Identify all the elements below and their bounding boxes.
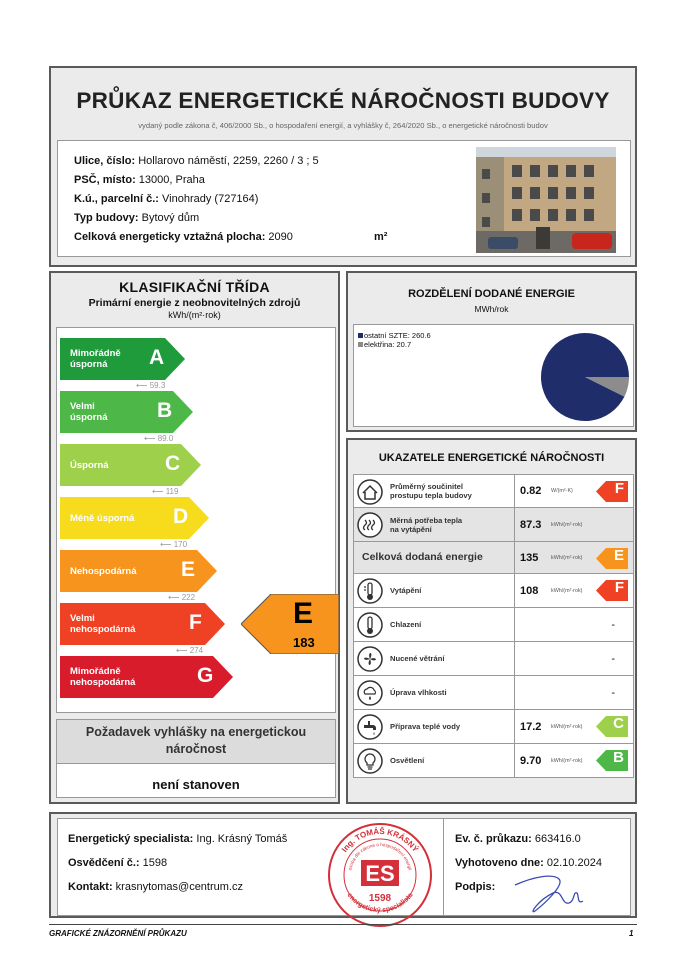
issue-date: 02.10.2024	[546, 857, 602, 869]
document-subtitle: vydaný podle zákona č, 406/2000 Sb., o hospodaření energií, a vyhlášky č, 264/2020 Sb., o energetické náročnosti budov	[138, 121, 548, 130]
class-letter: E	[181, 558, 196, 581]
cloud-drop-icon	[357, 680, 383, 706]
class-arrow-e	[60, 550, 217, 592]
indicator-empty-value: -	[611, 618, 615, 631]
class-arrow-b	[60, 391, 193, 433]
class-label: Méně úsporná	[70, 513, 135, 524]
grade-letter: F	[614, 480, 624, 497]
indicator-row-total	[353, 542, 634, 574]
heat-wave-icon	[357, 512, 383, 538]
class-arrow-f	[60, 603, 225, 645]
area-unit: m²	[374, 231, 388, 243]
indicator-label: Průměrný součinitel prostupu tepla budovy	[390, 482, 472, 500]
class-threshold: ⟵ 170	[160, 540, 188, 549]
snow-thermometer-icon	[357, 612, 383, 638]
indicator-label: Příprava teplé vody	[390, 722, 461, 731]
indicator-value: 9.70	[520, 754, 542, 767]
requirement-box	[56, 719, 336, 798]
indicator-label: Celková dodaná energie	[362, 551, 483, 563]
area-value: 2090	[268, 231, 293, 243]
indicators-table	[353, 474, 634, 778]
classification-subtitle: Primární energie z neobnovitelných zdrojů	[88, 297, 301, 309]
class-label: Úsporná	[70, 460, 109, 471]
cadastral-value: Vinohrady (727164)	[162, 193, 259, 205]
record-number-line: Ev. č. průkazu: 663416.0	[455, 833, 581, 845]
grade-letter: C	[613, 715, 624, 732]
handwritten-signature	[513, 871, 593, 915]
class-threshold: ⟵ 59.3	[136, 381, 166, 390]
grade-letter: F	[614, 579, 624, 596]
class-label: Nehospodárná	[70, 566, 137, 577]
class-letter: F	[189, 611, 202, 634]
page-number: 1	[629, 929, 634, 938]
house-icon	[357, 479, 383, 505]
indicator-value: 17.2	[520, 720, 542, 733]
indicator-row-lighting	[353, 744, 634, 778]
faucet-icon	[357, 714, 383, 740]
record-number: 663416.0	[534, 833, 581, 845]
class-scale-box	[56, 327, 336, 713]
classification-panel	[49, 271, 340, 804]
indicator-unit: W/(m²·K)	[551, 488, 573, 494]
distribution-pie-chart	[539, 331, 631, 423]
class-threshold: ⟵ 119	[152, 487, 179, 496]
indicators-title: UKAZATELE ENERGETICKÉ NÁROČNOSTI	[378, 452, 605, 464]
indicator-value: 0.82	[520, 485, 542, 497]
specialist-stamp	[325, 819, 435, 931]
specialist-line: Energetický specialista: Ing. Krásný Tomáš	[68, 833, 288, 845]
class-arrow-c	[60, 444, 201, 486]
indicator-unit: kWh/(m²·rok)	[551, 723, 583, 730]
contact-line: Kontakt: krasnytomas@centrum.cz	[68, 881, 243, 893]
fan-icon	[357, 646, 383, 672]
indicator-row-heat-demand	[353, 508, 634, 542]
street-value: Hollarovo náměstí, 2259, 2260 / 3 ; 5	[138, 155, 319, 167]
indicator-value: 87.3	[520, 518, 542, 531]
current-class-arrow	[241, 594, 339, 654]
class-letter: C	[165, 452, 181, 475]
svg-text:Ing. TOMÁŠ KRÁSNÝ: Ing. TOMÁŠ KRÁSNÝ	[339, 826, 421, 854]
indicator-empty-value: -	[611, 686, 615, 699]
header-panel	[49, 66, 637, 267]
svg-text:1598: 1598	[368, 893, 392, 904]
requirement-value: není stanoven	[152, 777, 240, 792]
indicator-empty-value: -	[611, 652, 615, 665]
indicator-row-cooling	[353, 608, 634, 642]
class-letter: B	[157, 399, 173, 422]
indicator-label: Nucené větrání	[390, 654, 445, 663]
address-box	[57, 140, 631, 257]
indicator-row-ventilation	[353, 642, 634, 676]
classification-title: KLASIFIKAČNÍ TŘÍDA	[119, 279, 270, 295]
svg-text:ES: ES	[365, 861, 395, 886]
class-threshold: ⟵ 274	[176, 646, 204, 655]
indicator-value: 135	[520, 551, 539, 564]
class-label: Velmi úsporná	[70, 401, 108, 423]
building-type-line: Typ budovy: Bytový dům	[74, 212, 200, 224]
class-label: Mimořádně úsporná	[70, 348, 121, 370]
class-arrow-g	[60, 656, 233, 698]
thermometer-icon	[357, 578, 383, 604]
street-line: Ulice, číslo: Hollarovo náměstí, 2259, 2260 / 3 ; 5	[74, 155, 319, 167]
class-arrow-d	[60, 497, 209, 539]
document-title: PRŮKAZ ENERGETICKÉ NÁROČNOSTI BUDOVY	[76, 88, 610, 113]
indicator-row-hot-water	[353, 710, 634, 744]
class-letter: D	[173, 505, 189, 528]
legend-entry: elektřina: 20.7	[358, 340, 411, 349]
legend-entry: ostatní SZTE: 260.6	[358, 331, 431, 340]
distribution-title: ROZDĚLENÍ DODANÉ ENERGIE	[408, 288, 575, 300]
psc-line: PSČ, místo: 13000, Praha	[74, 174, 205, 186]
specialist-name: Ing. Krásný Tomáš	[196, 833, 288, 845]
cadastral-line: K.ú., parcelní č.: Vinohrady (727164)	[74, 193, 259, 205]
area-line: Celková energeticky vztažná plocha: 2090 m²	[74, 231, 388, 243]
building-photo	[476, 147, 616, 253]
svg-text:energetický specialista: energetický specialista	[345, 891, 415, 915]
svg-text:osoba dle zákona o hospodaření: osoba dle zákona o hospodaření energií	[347, 841, 413, 871]
class-arrow-a	[60, 338, 185, 380]
indicator-row-humidity	[353, 676, 634, 710]
building-type-value: Bytový dům	[141, 212, 200, 224]
indicator-label: Chlazení	[390, 620, 422, 629]
indicator-row-u-value	[353, 474, 634, 508]
date-line: Vyhotoveno dne: 02.10.2024	[455, 857, 602, 869]
bulb-icon	[357, 748, 383, 774]
indicator-label: Úprava vlhkosti	[390, 688, 447, 697]
certificate-number: 1598	[142, 857, 168, 869]
certificate-line: Osvědčení č.: 1598	[68, 857, 168, 869]
indicator-unit: kWh/(m²·rok)	[551, 587, 583, 594]
contact-email[interactable]: krasnytomas@centrum.cz	[115, 881, 243, 893]
indicator-label: Vytápění	[390, 586, 422, 595]
distribution-unit: MWh/rok	[474, 304, 509, 314]
indicator-label: Osvětlení	[390, 756, 425, 765]
footer-panel	[49, 812, 637, 918]
class-letter: G	[197, 664, 214, 687]
class-threshold: ⟵ 222	[168, 593, 196, 602]
classification-unit: kWh/(m²·rok)	[168, 310, 221, 320]
current-class-value: 183	[293, 635, 315, 650]
class-letter: A	[149, 346, 165, 369]
distribution-chart-box	[353, 324, 634, 427]
grade-letter: B	[613, 749, 624, 766]
indicator-label: Měrná potřeba tepla na vytápění	[390, 515, 463, 534]
specialist-box	[57, 818, 631, 916]
class-label: Velmi nehospodárná	[70, 613, 136, 635]
indicator-row-heating	[353, 574, 634, 608]
indicators-panel	[346, 438, 637, 804]
indicator-value: 108	[520, 584, 539, 597]
class-threshold: ⟵ 89.0	[144, 434, 174, 443]
indicator-unit: kWh/(m²·rok)	[551, 554, 583, 561]
grade-letter: E	[613, 547, 624, 564]
footer-caption: GRAFICKÉ ZNÁZORNĚNÍ PRŮKAZU	[49, 929, 187, 938]
psc-value: 13000, Praha	[138, 174, 205, 186]
energy-distribution-panel	[346, 271, 637, 432]
indicator-unit: kWh/(m²·rok)	[551, 757, 583, 764]
indicator-unit: kWh/(m²·rok)	[551, 521, 583, 528]
requirement-title: Požadavek vyhlášky na energetickou náročnost	[85, 725, 307, 756]
class-label: Mimořádně nehospodárná	[70, 666, 136, 688]
signature-line: Podpis:	[455, 881, 496, 893]
current-class-letter: E	[293, 597, 314, 630]
